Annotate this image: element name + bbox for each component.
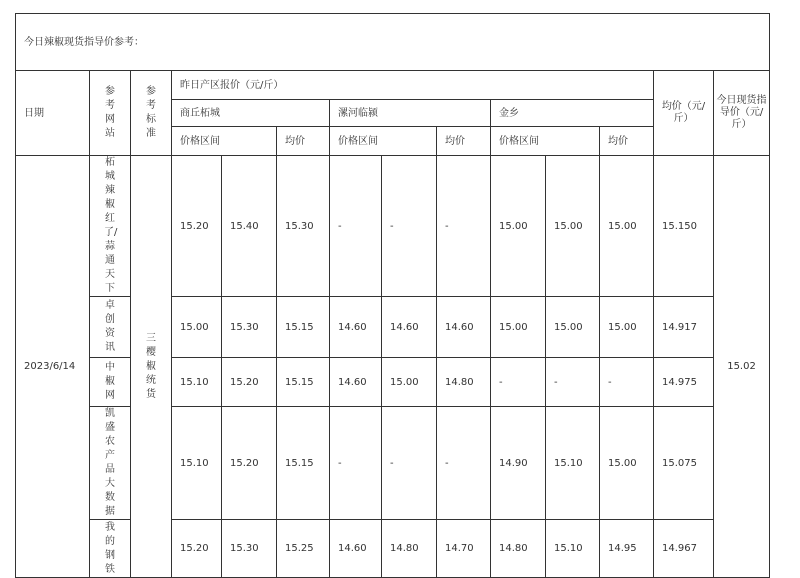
price-cell: -	[600, 358, 654, 407]
header-avg-overall: 均价（元/斤）	[654, 71, 714, 156]
guide-price-cell: 15.02	[714, 156, 770, 578]
price-cell: 15.15	[277, 358, 330, 407]
price-cell: 15.00	[491, 156, 546, 297]
price-cell: 14.95	[600, 520, 654, 578]
subheader-avg: 均价	[437, 127, 491, 156]
site-cell: 凯盛农产品大数据	[90, 407, 131, 520]
subheader-avg: 均价	[600, 127, 654, 156]
date-cell: 2023/6/14	[16, 156, 90, 578]
price-cell: 15.30	[277, 156, 330, 297]
price-cell: 15.30	[222, 297, 277, 358]
region-shangqiu-zhecheng: 商丘柘城	[172, 100, 330, 127]
price-cell: -	[437, 156, 491, 297]
header-site: 参考网站	[90, 71, 131, 156]
avg-price-cell: 14.917	[654, 297, 714, 358]
price-cell: 14.60	[330, 520, 382, 578]
avg-price-cell: 15.075	[654, 407, 714, 520]
price-cell: -	[330, 407, 382, 520]
price-cell: -	[437, 407, 491, 520]
price-cell: 15.00	[600, 407, 654, 520]
subheader-price-range: 价格区间	[330, 127, 437, 156]
avg-price-cell: 15.150	[654, 156, 714, 297]
price-cell: 14.60	[330, 297, 382, 358]
price-cell: 15.30	[222, 520, 277, 578]
avg-price-cell: 14.975	[654, 358, 714, 407]
price-cell: 15.10	[172, 407, 222, 520]
header-standard: 参考标准	[131, 71, 172, 156]
price-cell: 15.10	[172, 358, 222, 407]
price-cell: -	[491, 358, 546, 407]
table-row	[16, 407, 770, 520]
price-cell: 15.00	[546, 297, 600, 358]
site-cell: 卓创资讯	[90, 297, 131, 358]
site-cell: 柘城辣椒红了/蒜通天下	[90, 156, 131, 297]
price-cell: 15.10	[546, 520, 600, 578]
table-row	[16, 156, 770, 297]
price-cell: 15.15	[277, 297, 330, 358]
price-cell: 15.00	[491, 297, 546, 358]
price-cell: 15.00	[546, 156, 600, 297]
table-row	[16, 358, 770, 407]
table-caption: 今日辣椒现货指导价参考：	[16, 14, 770, 71]
price-cell: 15.20	[222, 407, 277, 520]
price-table	[15, 13, 770, 578]
price-cell: 15.40	[222, 156, 277, 297]
price-cell: -	[382, 156, 437, 297]
standard-cell: 三樱椒统货	[131, 156, 172, 578]
site-cell: 我的钢铁	[90, 520, 131, 578]
price-cell: 14.90	[491, 407, 546, 520]
price-cell: -	[546, 358, 600, 407]
price-cell: 14.80	[491, 520, 546, 578]
price-cell: 15.20	[222, 358, 277, 407]
price-cell: -	[382, 407, 437, 520]
price-cell: 15.10	[546, 407, 600, 520]
price-cell: 15.20	[172, 156, 222, 297]
price-cell: 15.00	[172, 297, 222, 358]
region-luohe-linying: 漯河临颍	[330, 100, 491, 127]
price-cell: 15.15	[277, 407, 330, 520]
subheader-price-range: 价格区间	[491, 127, 600, 156]
price-cell: -	[330, 156, 382, 297]
table-row	[16, 297, 770, 358]
header-guide-price: 今日现货指导价（元/斤）	[714, 71, 770, 156]
price-cell: 14.80	[437, 358, 491, 407]
site-cell: 中椒网	[90, 358, 131, 407]
price-cell: 15.20	[172, 520, 222, 578]
price-cell: 14.70	[437, 520, 491, 578]
region-jinxiang: 金乡	[491, 100, 654, 127]
subheader-price-range: 价格区间	[172, 127, 277, 156]
header-date: 日期	[16, 71, 90, 156]
price-cell: 15.00	[382, 358, 437, 407]
price-cell: 14.60	[437, 297, 491, 358]
price-cell: 14.80	[382, 520, 437, 578]
price-cell: 15.25	[277, 520, 330, 578]
header-yesterday-quote: 昨日产区报价（元/斤）	[172, 71, 654, 100]
price-cell: 15.00	[600, 297, 654, 358]
avg-price-cell: 14.967	[654, 520, 714, 578]
price-cell: 14.60	[330, 358, 382, 407]
price-cell: 15.00	[600, 156, 654, 297]
subheader-avg: 均价	[277, 127, 330, 156]
price-cell: 14.60	[382, 297, 437, 358]
